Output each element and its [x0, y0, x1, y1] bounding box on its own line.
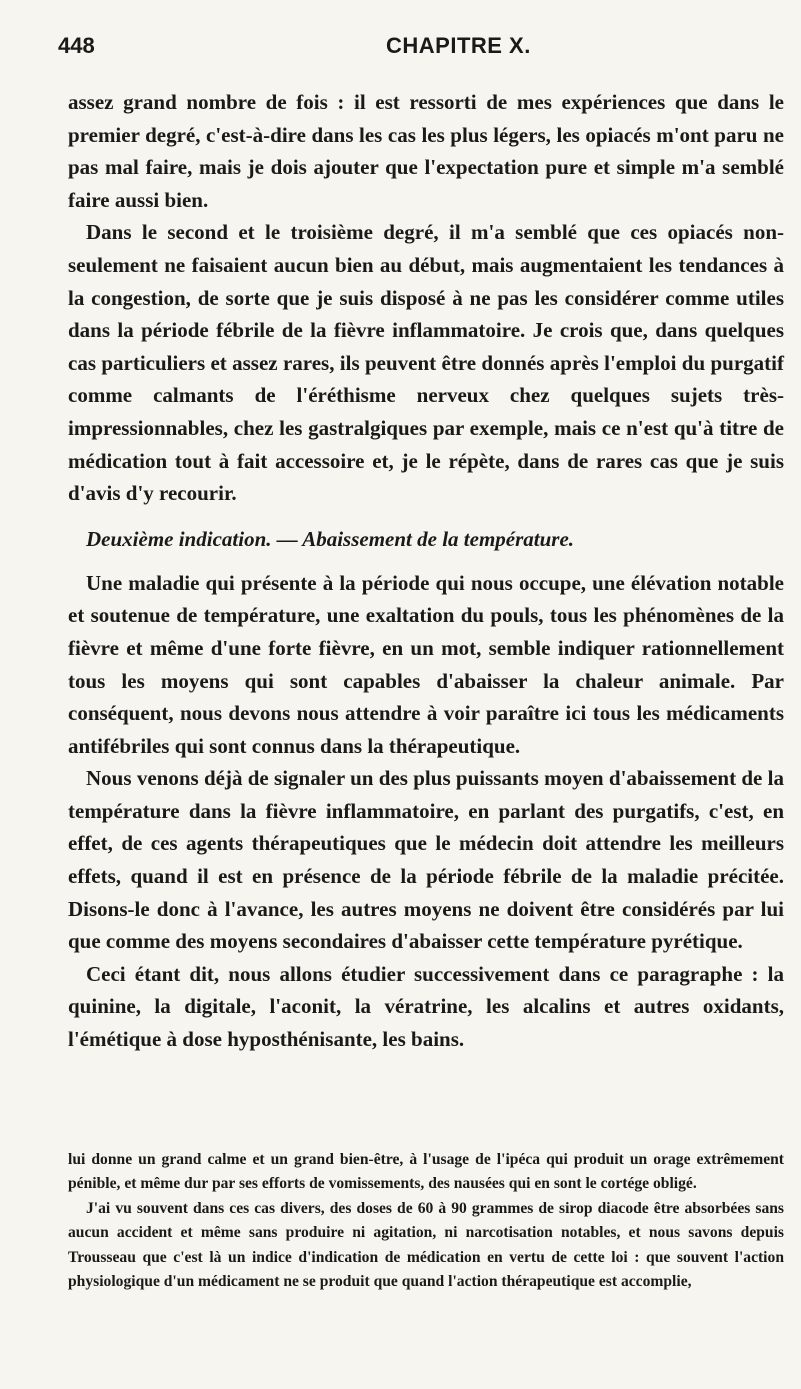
page-number: 448 — [58, 33, 95, 58]
running-header — [58, 26, 798, 66]
chapter-title: CHAPITRE X. — [386, 33, 531, 58]
paragraph-continued: assez grand nombre de fois : il est ressorti de mes expériences que dans le premier degré, c'est-à-dire dans les cas les plus légers, les opiacés m'ont paru ne pas mal faire, mais je dois ajouter que l'expectation pure et simple m'a semblé faire aussi bien. — [68, 90, 784, 212]
paragraph-fever: Une maladie qui présente à la période qui nous occupe, une élévation notable et soutenue de température, une exaltation du pouls, tous les phénomènes de la fièvre et même d'une forte fièvre, en un mot, semble indiquer rationnellement tous les moyens qui sont capables d'abaisser la chaleur animale. Par conséquent, nous devons nous attendre à voir paraître ici tous les médicaments antifébriles qui sont connus dans la thérapeutique. — [68, 570, 784, 758]
section-heading: Deuxième indication. — Abaissement de la température. — [86, 526, 575, 551]
paragraph-purgatives: Nous venons déjà de signaler un des plus puissants moyen d'abaissement de la température dans la fièvre inflammatoire, en parlant des purgatifs, c'est, en effet, de ces agents thérapeutiques que le médecin doit attendre les meilleurs effets, quand il est en présence de la période fébrile de la maladie précitée. Disons-le donc à l'avance, les autres moyens ne doivent être considérés par lui que comme des moyens secondaires d'abaisser cette température pyrétique. — [68, 766, 784, 954]
footnote-continued: lui donne un grand calme et un grand bien-être, à l'usage de l'ipéca qui produit un orage extrêmement pénible, et même dur par ses efforts de vomissements, des nausées qui en sont le cortége obligé. — [68, 1151, 784, 1193]
main-text — [68, 86, 784, 1056]
paragraph-opiates: Dans le second et le troisième degré, il m'a semblé que ces opiacés non-seulement ne faisaient aucun bien au début, mais augmentaient les tendances à la congestion, de sorte que je suis disposé à ne pas les considérer comme utiles dans la période fébrile de la fièvre inflammatoire. Je crois que, dans quelques cas particuliers et assez rares, ils peuvent être donnés après l'emploi du purgatif comme calmants de l'éréthisme nerveux chez quelques sujets très-impressionnables, chez les gastralgiques par exemple, mais ce n'est qu'à titre de médication tout à fait accessoire et, je le répète, dans de rares cas que je suis d'avis d'y recourir. — [68, 220, 784, 506]
footnote-area — [68, 1148, 784, 1294]
paragraph-list: Ceci étant dit, nous allons étudier successivement dans ce paragraphe : la quinine, la digitale, l'aconit, la vératrine, les alcalins et autres oxidants, l'émétique à dose hyposthénisante, les bains. — [68, 961, 784, 1052]
footnote-paragraph: J'ai vu souvent dans ces cas divers, des doses de 60 à 90 grammes de sirop diacode être absorbées sans aucun accident et même sans produire ni agitation, ni narcotisation notables, et nous savons depuis Trousseau que c'est là un indice d'indication de médication en vertu de cette loi : que souvent l'action physiologique d'un médicament ne se produit que quand l'action thérapeutique est accomplie, — [68, 1199, 784, 1291]
